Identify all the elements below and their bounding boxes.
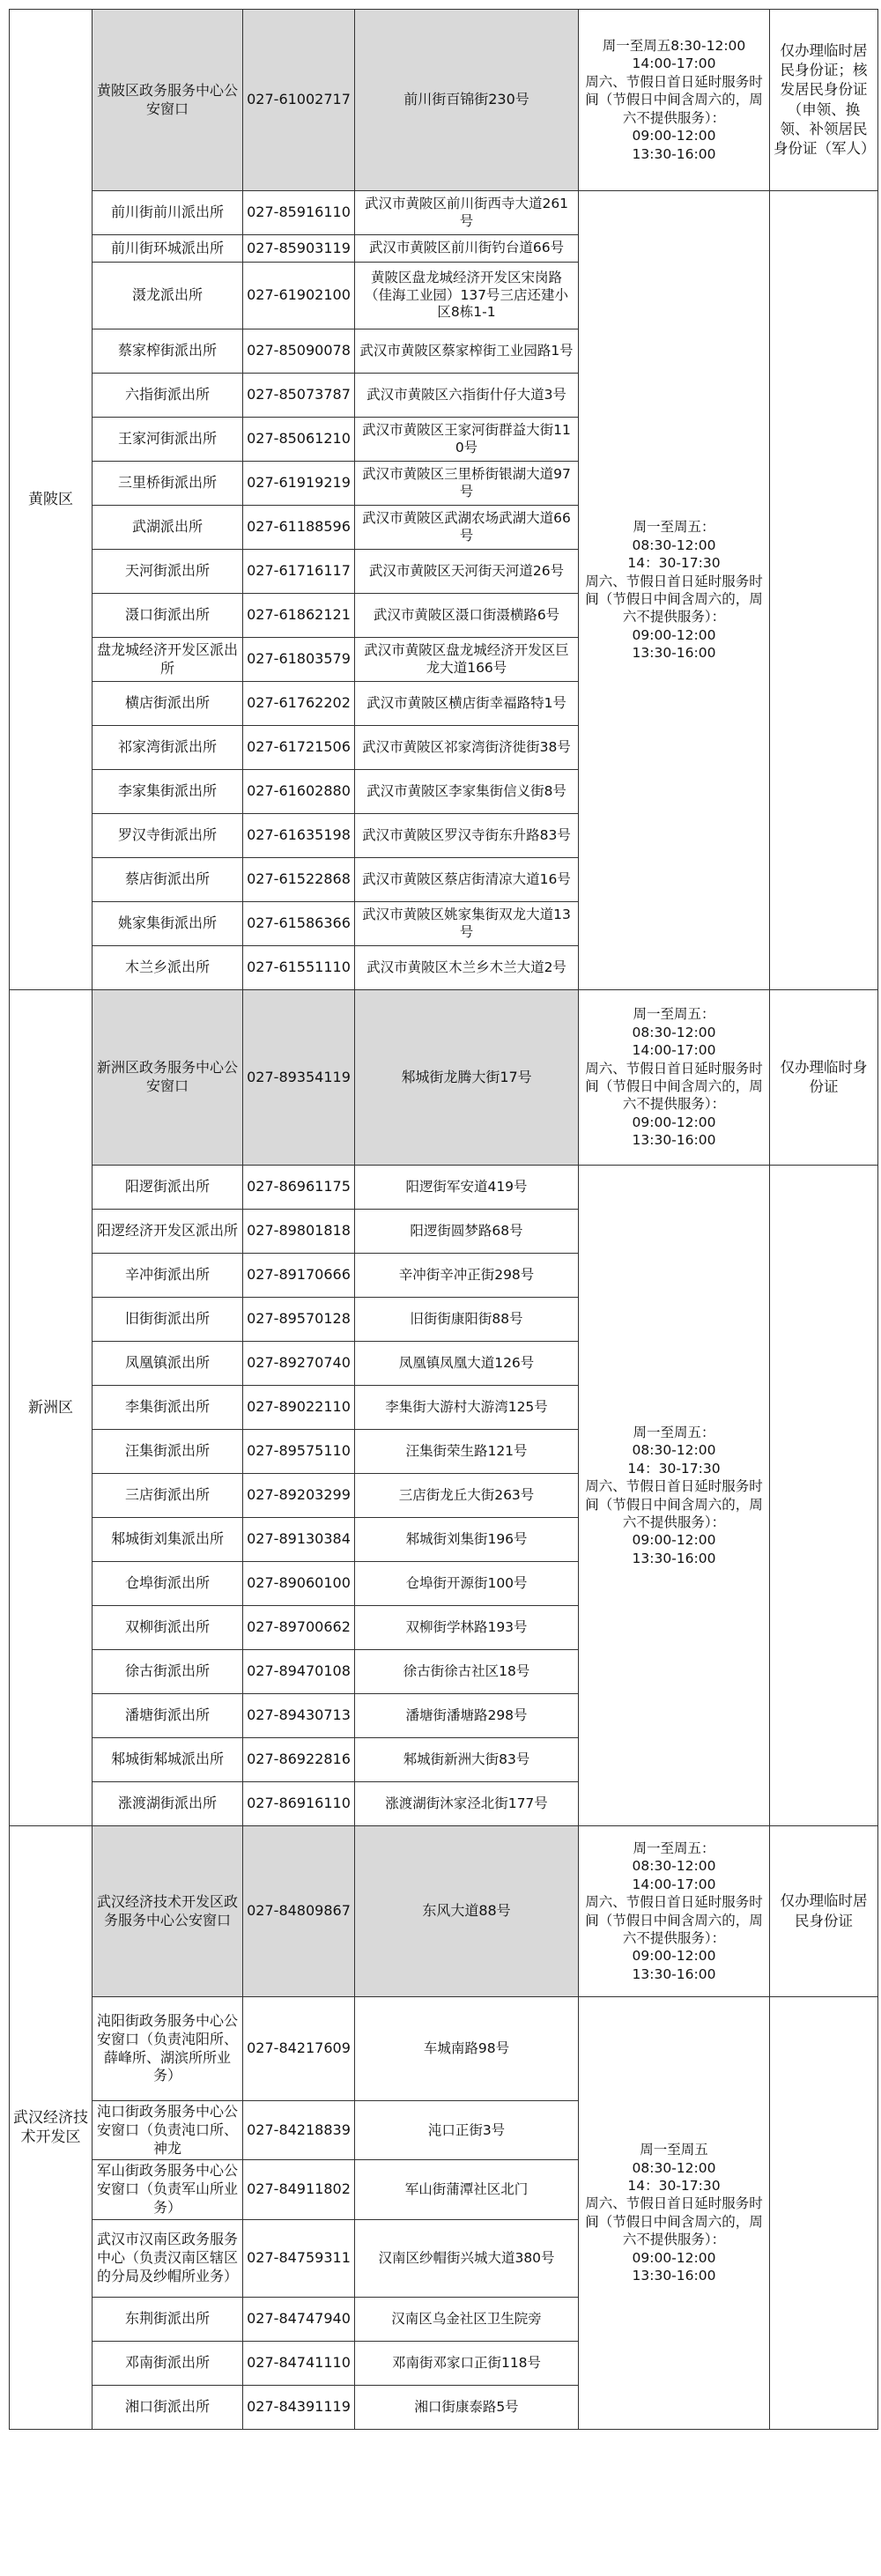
hours-line: 08:30-12:00 xyxy=(632,2159,716,2176)
hours-line: 周一至周五： xyxy=(633,1839,715,1856)
station-address: 武汉市黄陂区李家集街信义街8号 xyxy=(355,770,579,814)
center-hours xyxy=(579,1826,770,1997)
station-address: 湘口街康泰路5号 xyxy=(355,2385,579,2429)
station-address: 武汉市黄陂区前川街钓台道66号 xyxy=(355,235,579,263)
station-name: 沌口街政务服务中心公安窗口（负责沌口所、神龙 xyxy=(93,2101,243,2160)
center-name: 武汉经济技术开发区政务服务中心公安窗口 xyxy=(93,1826,243,1997)
stations-hours xyxy=(579,1997,770,2430)
station-name: 邓南街派出所 xyxy=(93,2341,243,2385)
station-phone: 027-89270740 xyxy=(243,1342,355,1386)
station-address: 汪集街荣生路121号 xyxy=(355,1430,579,1474)
station-address: 武汉市黄陂区蔡家榨街工业园路1号 xyxy=(355,329,579,374)
station-phone: 027-61602880 xyxy=(243,770,355,814)
station-name: 汪集街派出所 xyxy=(93,1430,243,1474)
center-row xyxy=(10,10,878,191)
district-name: 黄陂区 xyxy=(10,10,93,990)
station-address: 汉南区乌金社区卫生院旁 xyxy=(355,2297,579,2341)
station-address: 阳逻街圆梦路68号 xyxy=(355,1210,579,1254)
station-name: 滠口街派出所 xyxy=(93,594,243,638)
station-phone: 027-89801818 xyxy=(243,1210,355,1254)
hours-line: 08:30-12:00 xyxy=(632,1858,716,1875)
station-name: 横店街派出所 xyxy=(93,682,243,726)
hours-line: 周六、节假日首日延时服务时间（节假日中间含周六的，周六不提供服务）： xyxy=(585,2195,763,2248)
station-name: 湘口街派出所 xyxy=(93,2385,243,2429)
station-address: 潘塘街潘塘路298号 xyxy=(355,1694,579,1738)
station-phone: 027-85090078 xyxy=(243,329,355,374)
station-phone: 027-61902100 xyxy=(243,263,355,329)
station-name: 涨渡湖街派出所 xyxy=(93,1782,243,1826)
station-phone: 027-61716117 xyxy=(243,550,355,594)
station-name: 六指街派出所 xyxy=(93,374,243,418)
station-name: 蔡家榨街派出所 xyxy=(93,329,243,374)
hours-line: 周一至周五： xyxy=(633,519,715,536)
center-scope: 仅办理临时居民身份证；核发居民身份证（申领、换领、补领居民身份证（军人） xyxy=(770,10,878,191)
stations-scope xyxy=(770,1166,878,1826)
station-phone: 027-85916110 xyxy=(243,191,355,235)
center-row xyxy=(10,1826,878,1997)
station-phone: 027-61721506 xyxy=(243,726,355,770)
station-name: 前川街前川派出所 xyxy=(93,191,243,235)
station-phone: 027-89575110 xyxy=(243,1430,355,1474)
station-phone: 027-84911802 xyxy=(243,2160,355,2219)
hours-line: 09:00-12:00 xyxy=(632,2249,716,2266)
station-phone: 027-84218839 xyxy=(243,2101,355,2160)
station-name: 木兰乡派出所 xyxy=(93,946,243,990)
district-name: 武汉经济技术开发区 xyxy=(10,1826,93,2430)
station-address: 辛冲街辛冲正街298号 xyxy=(355,1254,579,1298)
table-row xyxy=(10,1997,878,2101)
hours-line: 周一至周五8:30-12:00 xyxy=(602,37,746,54)
station-name: 徐古街派出所 xyxy=(93,1650,243,1694)
station-address: 李集街大游村大游湾125号 xyxy=(355,1386,579,1430)
hours-line: 13:30-16:00 xyxy=(632,1550,716,1566)
station-name: 邾城街邾城派出所 xyxy=(93,1738,243,1782)
station-address: 武汉市黄陂区武湖农场武湖大道66号 xyxy=(355,506,579,550)
station-address: 仓埠街开源街100号 xyxy=(355,1562,579,1606)
center-name: 新洲区政务服务中心公安窗口 xyxy=(93,990,243,1166)
center-address: 邾城街龙腾大街17号 xyxy=(355,990,579,1166)
stations-scope xyxy=(770,191,878,990)
station-name: 阳逻街派出所 xyxy=(93,1166,243,1210)
station-phone: 027-61188596 xyxy=(243,506,355,550)
station-name: 盘龙城经济开发区派出所 xyxy=(93,638,243,682)
hours-line: 08:30-12:00 xyxy=(632,1024,716,1040)
hours-line: 13:30-16:00 xyxy=(632,1132,716,1149)
hours-line: 09:00-12:00 xyxy=(632,626,716,643)
station-phone: 027-86916110 xyxy=(243,1782,355,1826)
hours-line: 13:30-16:00 xyxy=(632,645,716,662)
table-row xyxy=(10,191,878,235)
station-phone: 027-89022110 xyxy=(243,1386,355,1430)
station-address: 武汉市黄陂区三里桥街银湖大道97号 xyxy=(355,462,579,506)
table-row xyxy=(10,1166,878,1210)
hours-line: 周一至周五 xyxy=(640,2142,708,2158)
station-phone: 027-89130384 xyxy=(243,1518,355,1562)
station-name: 辛冲街派出所 xyxy=(93,1254,243,1298)
station-address: 武汉市黄陂区盘龙城经济开发区巨龙大道166号 xyxy=(355,638,579,682)
station-phone: 027-84759311 xyxy=(243,2219,355,2297)
center-row xyxy=(10,990,878,1166)
hours-line: 13:30-16:00 xyxy=(632,2268,716,2284)
district-name: 新洲区 xyxy=(10,990,93,1826)
station-address: 武汉市黄陂区前川街西寺大道261号 xyxy=(355,191,579,235)
station-phone: 027-84391119 xyxy=(243,2385,355,2429)
center-name: 黄陂区政务服务中心公安窗口 xyxy=(93,10,243,191)
station-name: 双柳街派出所 xyxy=(93,1606,243,1650)
station-address: 武汉市黄陂区木兰乡木兰大道2号 xyxy=(355,946,579,990)
station-name: 武汉市汉南区政务服务中心（负责汉南区辖区的分局及纱帽所业务） xyxy=(93,2219,243,2297)
hours-line: 14:00-17:00 xyxy=(632,1876,716,1892)
station-name: 三里桥街派出所 xyxy=(93,462,243,506)
station-name: 李家集街派出所 xyxy=(93,770,243,814)
station-phone: 027-89170666 xyxy=(243,1254,355,1298)
station-phone: 027-84217609 xyxy=(243,1997,355,2101)
station-phone: 027-89700662 xyxy=(243,1606,355,1650)
station-name: 凤凰镇派出所 xyxy=(93,1342,243,1386)
station-name: 前川街环城派出所 xyxy=(93,235,243,263)
station-phone: 027-61551110 xyxy=(243,946,355,990)
hours-line: 周六、节假日首日延时服务时间（节假日中间含周六的，周六不提供服务）： xyxy=(585,1894,763,1946)
station-phone: 027-89203299 xyxy=(243,1474,355,1518)
hours-line: 14：30-17:30 xyxy=(627,555,721,572)
station-address: 双柳街学林路193号 xyxy=(355,1606,579,1650)
station-phone: 027-61586366 xyxy=(243,902,355,946)
station-address: 车城南路98号 xyxy=(355,1997,579,2101)
center-address: 前川街百锦街230号 xyxy=(355,10,579,191)
station-name: 沌阳街政务服务中心公安窗口（负责沌阳所、薛峰所、湖滨所所业务） xyxy=(93,1997,243,2101)
stations-scope xyxy=(770,1997,878,2430)
station-name: 旧街街派出所 xyxy=(93,1298,243,1342)
station-phone: 027-84741110 xyxy=(243,2341,355,2385)
center-phone: 027-84809867 xyxy=(243,1826,355,1997)
hours-line: 周六、节假日首日延时服务时间（节假日中间含周六的，周六不提供服务）： xyxy=(585,573,763,625)
station-phone: 027-61862121 xyxy=(243,594,355,638)
hours-line: 14：30-17:30 xyxy=(627,2177,721,2194)
station-phone: 027-85903119 xyxy=(243,235,355,263)
station-address: 涨渡湖街沐家泾北街177号 xyxy=(355,1782,579,1826)
station-address: 汉南区纱帽街兴城大道380号 xyxy=(355,2219,579,2297)
hours-line: 14：30-17:30 xyxy=(627,1460,721,1477)
hours-line: 09:00-12:00 xyxy=(632,1532,716,1549)
hours-line: 14:00-17:00 xyxy=(632,56,716,72)
station-phone: 027-61803579 xyxy=(243,638,355,682)
station-phone: 027-86961175 xyxy=(243,1166,355,1210)
station-address: 武汉市黄陂区六指街什仔大道3号 xyxy=(355,374,579,418)
station-address: 邓南街邓家口正街118号 xyxy=(355,2341,579,2385)
station-address: 武汉市黄陂区罗汉寺街东升路83号 xyxy=(355,814,579,858)
station-phone: 027-61522868 xyxy=(243,858,355,902)
hours-line: 周六、节假日首日延时服务时间（节假日中间含周六的，周六不提供服务）： xyxy=(585,1478,763,1530)
station-phone: 027-86922816 xyxy=(243,1738,355,1782)
station-phone: 027-89060100 xyxy=(243,1562,355,1606)
hours-line: 09:00-12:00 xyxy=(632,1114,716,1130)
hours-line: 周一至周五： xyxy=(633,1006,715,1023)
hours-line: 09:00-12:00 xyxy=(632,128,716,144)
station-name: 东荆街派出所 xyxy=(93,2297,243,2341)
hours-line: 08:30-12:00 xyxy=(632,1442,716,1459)
station-address: 邾城街刘集街196号 xyxy=(355,1518,579,1562)
station-phone: 027-89470108 xyxy=(243,1650,355,1694)
station-address: 三店街龙丘大街263号 xyxy=(355,1474,579,1518)
station-name: 阳逻经济开发区派出所 xyxy=(93,1210,243,1254)
center-hours xyxy=(579,10,770,191)
station-address: 阳逻街军安道419号 xyxy=(355,1166,579,1210)
hours-line: 周六、节假日首日延时服务时间（节假日中间含周六的，周六不提供服务）： xyxy=(585,73,763,126)
station-phone: 027-85073787 xyxy=(243,374,355,418)
station-name: 滠龙派出所 xyxy=(93,263,243,329)
station-phone: 027-61635198 xyxy=(243,814,355,858)
hours-line: 周六、节假日首日延时服务时间（节假日中间含周六的，周六不提供服务）： xyxy=(585,1060,763,1113)
stations-hours xyxy=(579,1166,770,1826)
center-hours xyxy=(579,990,770,1166)
station-address: 沌口正街3号 xyxy=(355,2101,579,2160)
hours-line: 08:30-12:00 xyxy=(632,537,716,553)
hours-line: 13:30-16:00 xyxy=(632,145,716,162)
station-name: 三店街派出所 xyxy=(93,1474,243,1518)
station-phone: 027-89570128 xyxy=(243,1298,355,1342)
center-scope: 仅办理临时居民身份证 xyxy=(770,1826,878,1997)
station-address: 邾城街新洲大街83号 xyxy=(355,1738,579,1782)
station-name: 潘塘街派出所 xyxy=(93,1694,243,1738)
station-name: 天河街派出所 xyxy=(93,550,243,594)
station-address: 凤凰镇凤凰大道126号 xyxy=(355,1342,579,1386)
station-address: 武汉市黄陂区横店街幸福路特1号 xyxy=(355,682,579,726)
hours-line: 周一至周五： xyxy=(633,1424,715,1440)
hours-line: 09:00-12:00 xyxy=(632,1948,716,1965)
station-phone: 027-61762202 xyxy=(243,682,355,726)
station-name: 祁家湾街派出所 xyxy=(93,726,243,770)
station-name: 武湖派出所 xyxy=(93,506,243,550)
station-address: 黄陂区盘龙城经济开发区宋岗路（佳海工业园）137号三店还建小区8栋1-1 xyxy=(355,263,579,329)
center-scope: 仅办理临时身份证 xyxy=(770,990,878,1166)
station-address: 武汉市黄陂区天河街天河道26号 xyxy=(355,550,579,594)
center-address: 东风大道88号 xyxy=(355,1826,579,1997)
station-name: 姚家集街派出所 xyxy=(93,902,243,946)
center-phone: 027-89354119 xyxy=(243,990,355,1166)
service-location-table xyxy=(9,9,878,2430)
stations-hours xyxy=(579,191,770,990)
station-address: 武汉市黄陂区蔡店街清凉大道16号 xyxy=(355,858,579,902)
station-name: 仓埠街派出所 xyxy=(93,1562,243,1606)
hours-line: 14:00-17:00 xyxy=(632,1042,716,1059)
station-phone: 027-61919219 xyxy=(243,462,355,506)
station-address: 武汉市黄陂区王家河街群益大街110号 xyxy=(355,418,579,462)
station-name: 军山街政务服务中心公安窗口（负责军山所业务） xyxy=(93,2160,243,2219)
station-name: 邾城街刘集派出所 xyxy=(93,1518,243,1562)
station-name: 蔡店街派出所 xyxy=(93,858,243,902)
station-address: 军山街蒲潭社区北门 xyxy=(355,2160,579,2219)
center-phone: 027-61002717 xyxy=(243,10,355,191)
station-address: 旧街街康阳街88号 xyxy=(355,1298,579,1342)
station-address: 武汉市黄陂区滠口街滠横路6号 xyxy=(355,594,579,638)
station-phone: 027-84747940 xyxy=(243,2297,355,2341)
station-name: 王家河街派出所 xyxy=(93,418,243,462)
station-address: 武汉市黄陂区姚家集街双龙大道13号 xyxy=(355,902,579,946)
station-address: 徐古街徐古社区18号 xyxy=(355,1650,579,1694)
station-phone: 027-89430713 xyxy=(243,1694,355,1738)
station-address: 武汉市黄陂区祁家湾街济徙街38号 xyxy=(355,726,579,770)
hours-line: 13:30-16:00 xyxy=(632,1965,716,1982)
station-name: 李集街派出所 xyxy=(93,1386,243,1430)
station-name: 罗汉寺街派出所 xyxy=(93,814,243,858)
station-phone: 027-85061210 xyxy=(243,418,355,462)
